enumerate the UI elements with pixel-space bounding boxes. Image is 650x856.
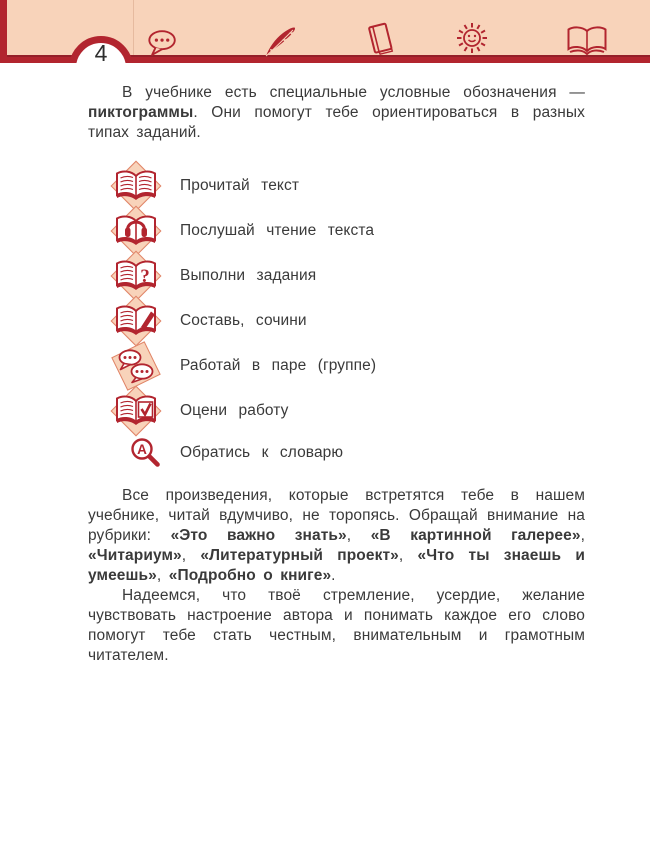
pictogram-list [104,163,584,473]
speech-bubble-icon [146,28,180,58]
page-number: 4 [94,40,108,66]
intro-paragraph [88,83,585,143]
list-item [104,343,584,388]
list-item [104,208,584,253]
list-item [104,433,584,473]
list-item [104,253,584,298]
dictionary-magnifier-icon [104,431,168,476]
read-text-book-icon [104,163,168,208]
pictogram-label: Работай в паре (группе) [180,356,377,374]
evaluate-check-book-icon [104,388,168,433]
listen-headphones-book-icon [104,208,168,253]
pictogram-label: Выполни задания [180,266,317,284]
closed-book-icon [365,22,397,58]
list-item [104,163,584,208]
pictogram-label: Послушай чтение текста [180,221,375,239]
compose-pencil-book-icon [104,298,168,343]
svg-text:A: A [137,442,147,457]
pictogram-label: Оцени работу [180,401,289,419]
page-header [0,0,650,66]
feather-icon [263,24,297,58]
svg-text:?: ? [140,265,150,287]
pair-work-speech-bubbles-icon [104,343,168,388]
paragraph: В учебнике есть специальные условные обозначения — пиктограммы. Они помогут тебе ориентироваться в разных типах заданий. [88,84,585,141]
header-left-strip [0,0,7,63]
sun-icon [453,19,491,57]
pictogram-label: Прочитай текст [180,176,300,194]
open-book-icon [566,24,608,58]
tasks-question-book-icon [104,253,168,298]
paragraph: Надеемся, что твоё стремление, усердие, желание чувствовать настроение автора и понимать каждое его слово помогут тебе стать честным, внимательным и грамотным читателем. [88,587,585,664]
pictogram-label: Обратись к словарю [180,444,344,461]
list-item [104,388,584,433]
list-item [104,298,584,343]
closing-paragraphs [88,486,585,666]
pictogram-label: Составь, сочини [180,311,307,329]
paragraph: Все произведения, которые встретятся тебе в нашем учебнике, читай вдумчиво, не торопясь. Обращай внимание на рубрики: «Это важно знать», «В картинной галерее», «Читариум», «Литературный проект», «Что ты знаешь и умеешь», «Подробно о книге». [88,487,585,584]
